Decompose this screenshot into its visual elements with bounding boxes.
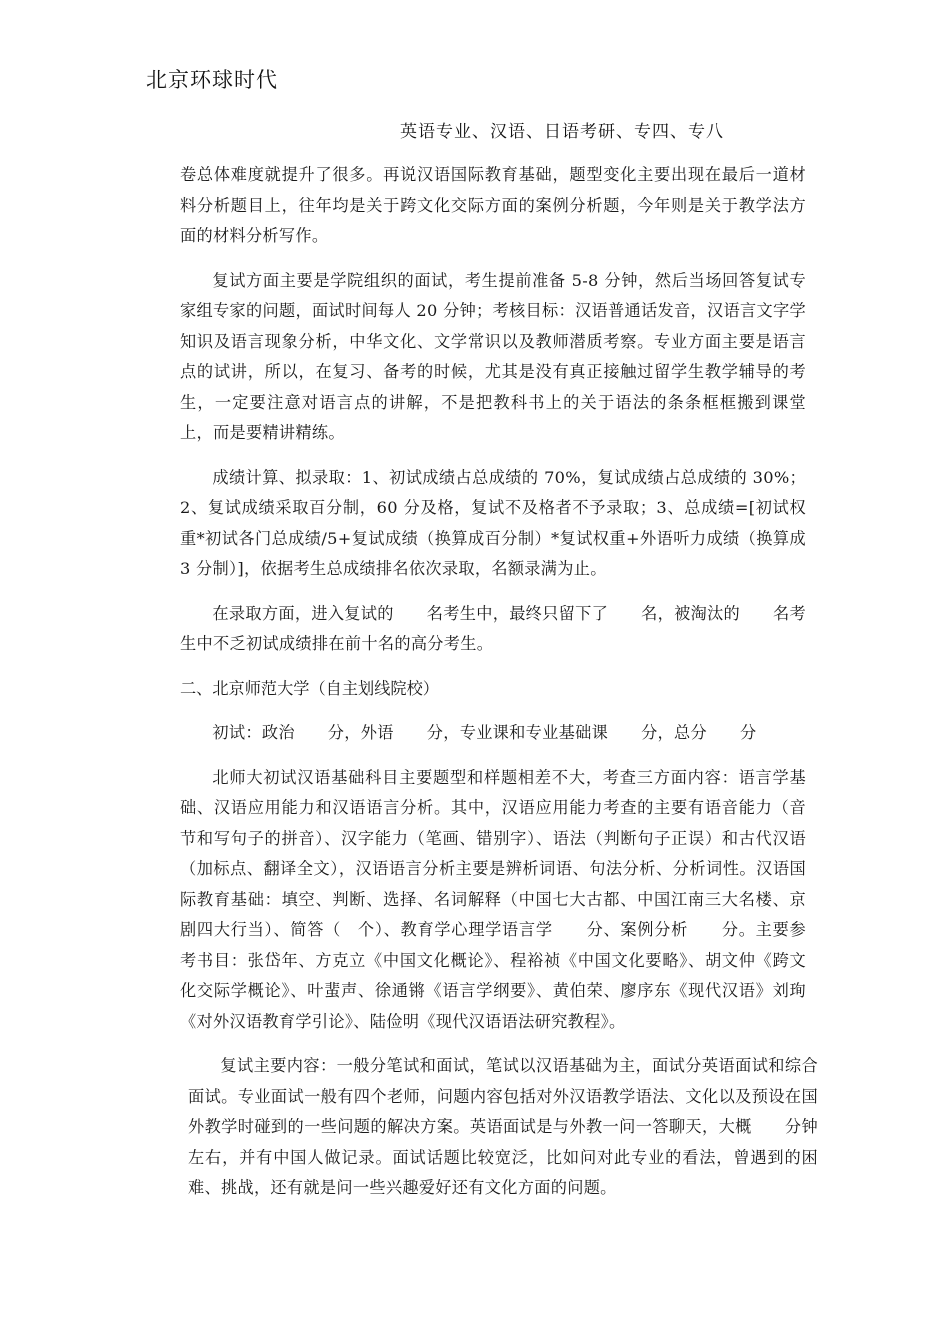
section-heading-bnu: 二、北京师范大学（自主划线院校） bbox=[180, 678, 439, 698]
paragraph-bnu-subjects: 北师大初试汉语基础科目主要题型和样题相差不大，考查三方面内容：语言学基础、汉语应用能力和汉语语言分析。其中，汉语应用能力考查的主要有语音能力（音节和写句子的拼音）、汉字能力（笔画、错别字）、语法（判断句子正误）和古代汉语（加标点、翻译全文），汉语语言分析主要是辨析词语、句法分析、分析词性。汉语国际教育基础：填空、判断、选择、名词解释（中国七大古都、中国江南三大名楼、京剧四大行当）、简答（ 个）、教育学心理学语言学 分、案例分析 分。主要参考书目：张岱年、方克立《中国文化概论》、程裕祯《中国文化要略》、胡文仲《跨文化交际学概论》、叶蜚声、徐通锵《语言学纲要》、黄伯荣、廖序东《现代汉语》刘珣《对外汉语教育学引论》、陆俭明《现代汉语语法研究教程》。 bbox=[180, 767, 806, 1031]
paragraph-exam-difficulty: 卷总体难度就提升了很多。再说汉语国际教育基础，题型变化主要出现在最后一道材料分析题目上，往年均是关于跨文化交际方面的案例分析题，今年则是关于教学法方面的材料分析写作。 bbox=[180, 165, 806, 245]
paragraph-initial-scores: 初试：政治 分，外语 分，专业课和专业基础课 分，总分 分 bbox=[212, 723, 757, 742]
paragraph-retest-content: 复试主要内容：一般分笔试和面试，笔试以汉语基础为主，面试分英语面试和综合面试。专业面试一般有四个老师，问题内容包括对外汉语教学语法、文化以及预设在国外教学时碰到的一些问题的解决方案。英语面试是与外教一问一答聊天，大概 分钟左右，并有中国人做记录。面试话题比较宽泛，比如问对此专业的看法，曾遇到的困难、挑战，还有就是问一些兴趣爱好还有文化方面的问题。 bbox=[188, 1056, 818, 1197]
header-subtitle: 英语专业、汉语、日语考研、专四、专八 bbox=[400, 122, 724, 142]
header-brand: 北京环球时代 bbox=[146, 68, 278, 92]
document-body bbox=[180, 160, 818, 1218]
paragraph-retest: 复试方面主要是学院组织的面试，考生提前准备 5-8 分钟，然后当场回答复试专家组专家的问题，面试时间每人 20 分钟；考核目标：汉语普通话发音，汉语言文字学知识及语言现象分析，中华文化、文学常识以及教师潜质考察。专业方面主要是语言点的试讲，所以，在复习、备考的时候，尤其是没有真正接触过留学生教学辅导的考生，一定要注意对语言点的讲解，不是把教科书上的关于语法的条条框框搬到课堂上，而是要精讲精练。 bbox=[180, 270, 806, 442]
paragraph-admission: 在录取方面，进入复试的 名考生中，最终只留下了 名，被淘汰的 名考生中不乏初试成绩排在前十名的高分考生。 bbox=[180, 603, 806, 653]
paragraph-score-calculation: 成绩计算、拟录取：1、初试成绩占总成绩的 70%，复试成绩占总成绩的 30%；2、复试成绩采取百分制，60 分及格，复试不及格者不予录取；3、总成绩=[初试权重*初试各门总成绩/5+复试成绩（换算成百分制）*复试权重+外语听力成绩（换算成 3 分制）]，依据考生总成绩排名依次录取，名额录满为止。 bbox=[180, 467, 806, 578]
